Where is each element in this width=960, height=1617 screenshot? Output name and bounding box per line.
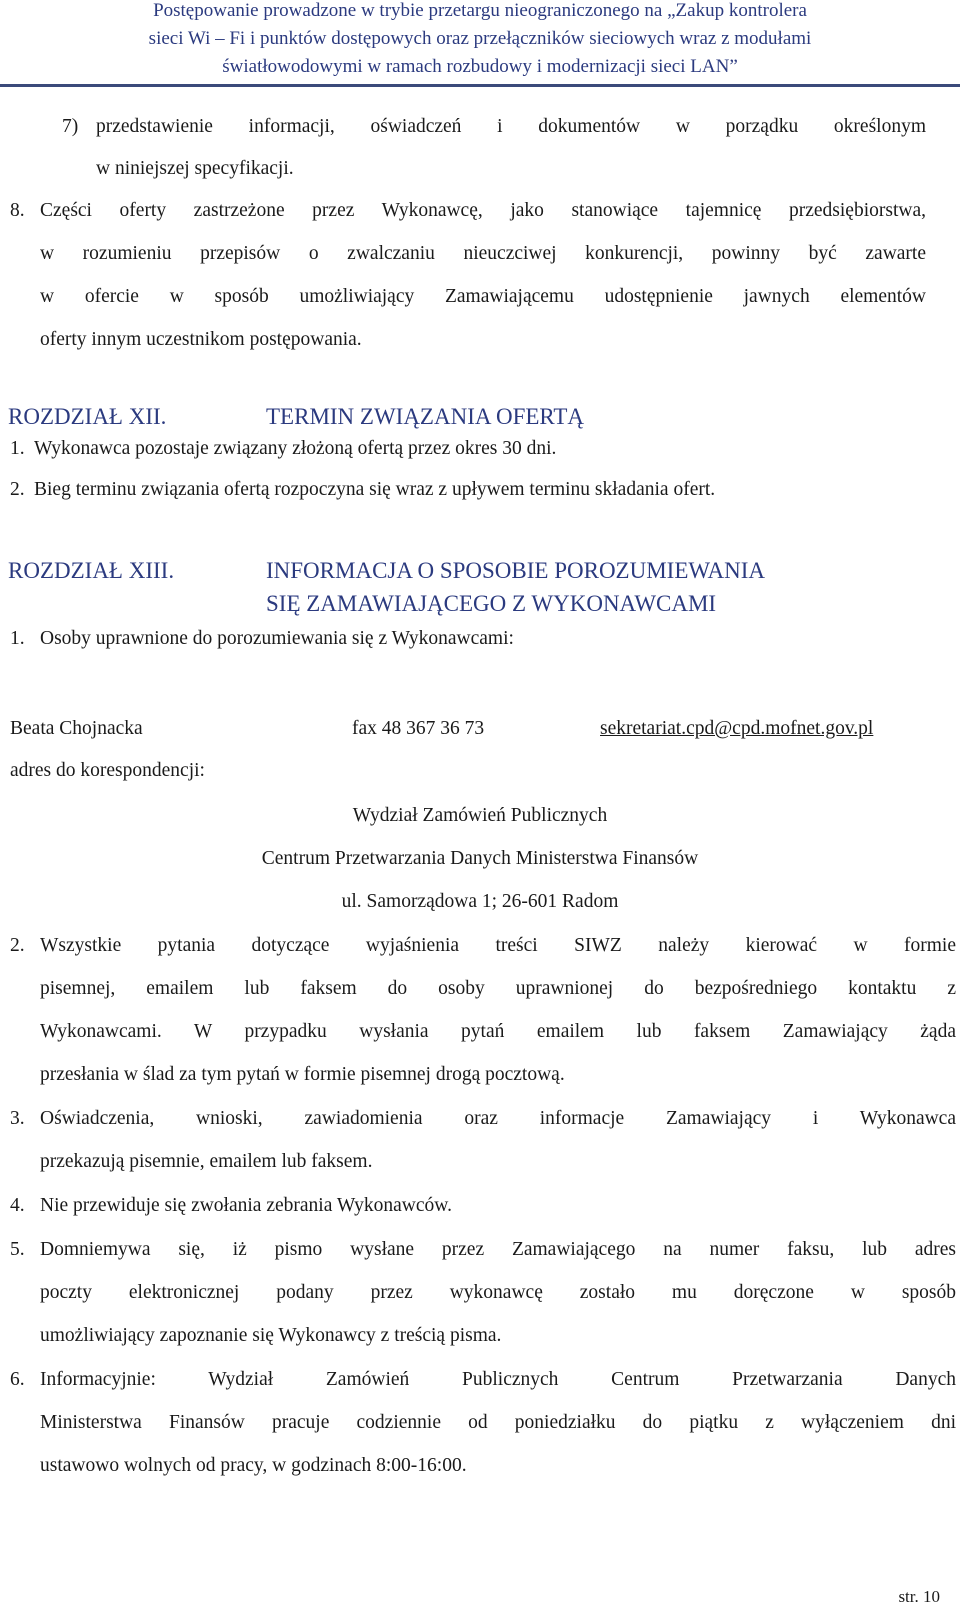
contact-fax: fax 48 367 36 73	[352, 718, 485, 739]
page-number: str. 10	[898, 1587, 940, 1606]
item-7-line-1: przedstawienie informacji, oświadczeń i dokumentów w porządku określonym	[96, 116, 926, 137]
document-header	[0, 0, 960, 87]
item-8-line-3: w ofercie w sposób umożliwiający Zamawiającemu udostępnienie jawnych elementów	[40, 286, 926, 307]
chapter-13-item-6-number: 6.	[10, 1369, 25, 1390]
chapter-13-item-2-line-3: Wykonawcami. W przypadku wysłania pytań emailem lub faksem Zamawiający żąda	[40, 1021, 956, 1042]
chapter-12-item-2-text: Bieg terminu związania ofertą rozpoczyna się wraz z upływem terminu składania ofert.	[34, 479, 716, 500]
chapter-13-item-5-number: 5.	[10, 1239, 25, 1260]
chapter-13-item-4-number: 4.	[10, 1195, 25, 1216]
chapter-13-title-line-1: INFORMACJA O SPOSOBIE POROZUMIEWANIA	[266, 558, 766, 583]
item-8-line-2: w rozumieniu przepisów o zwalczaniu nieuczciwej konkurencji, powinny być zawarte	[40, 243, 926, 264]
item-7-line-2: w niniejszej specyfikacji.	[96, 158, 294, 179]
chapter-13-item-5-line-2: poczty elektronicznej podany przez wykonawcę zostało mu doręczone w sposób	[40, 1282, 956, 1303]
chapter-13-item-5-line-1: Domniemywa się, iż pismo wysłane przez Zamawiającego na numer faksu, lub adres	[40, 1239, 956, 1260]
header-line-1: Postępowanie prowadzone w trybie przetargu nieograniczonego na „Zakup kontrolera	[153, 0, 807, 21]
contact-name: Beata Chojnacka	[10, 718, 143, 739]
chapter-12-label: ROZDZIAŁ XII.	[8, 404, 167, 429]
chapter-12-item-1-number: 1.	[10, 438, 25, 459]
contact-email-link[interactable]: sekretariat.cpd@cpd.mofnet.gov.pl	[600, 718, 874, 739]
chapter-13-item-2-line-2: pisemnej, emailem lub faksem do osoby uprawnionej do bezpośredniego kontaktu z	[40, 978, 956, 999]
chapter-13-item-1-number: 1.	[10, 628, 25, 649]
chapter-12-item-2-number: 2.	[10, 479, 25, 500]
chapter-13-item-3-number: 3.	[10, 1108, 25, 1129]
item-8-line-1: Części oferty zastrzeżone przez Wykonawcę, jako stanowiące tajemnicę przedsiębiorstwa,	[40, 200, 926, 221]
header-line-2: sieci Wi – Fi i punktów dostępowych oraz przełączników sieciowych wraz z modułami	[148, 28, 812, 49]
header-line-3: światłowodowymi w ramach rozbudowy i modernizacji sieci LAN”	[222, 56, 738, 77]
address-label: adres do korespondencji:	[10, 760, 205, 781]
item-8-line-4: oferty innym uczestnikom postępowania.	[40, 329, 362, 350]
chapter-13-item-2-number: 2.	[10, 935, 25, 956]
chapter-13-item-1-text: Osoby uprawnione do porozumiewania się z Wykonawcami:	[40, 628, 514, 649]
chapter-13-item-4-line-1: Nie przewiduje się zwołania zebrania Wykonawców.	[40, 1195, 452, 1216]
chapter-13-label: ROZDZIAŁ XIII.	[8, 558, 175, 583]
chapter-13-item-6-line-2: Ministerstwa Finansów pracuje codziennie od poniedziałku do piątku z wyłączeniem dni	[40, 1412, 956, 1433]
item-7-number: 7)	[62, 116, 79, 137]
chapter-13-item-6-line-3: ustawowo wolnych od pracy, w godzinach 8:00-16:00.	[40, 1455, 467, 1476]
chapter-13-item-6-line-1: Informacyjnie: Wydział Zamówień Publicznych Centrum Przetwarzania Danych	[40, 1369, 956, 1390]
chapter-13-item-2-line-4: przesłania w ślad za tym pytań w formie pisemnej drogą pocztową.	[40, 1064, 565, 1085]
chapter-13-title-line-2: SIĘ ZAMAWIAJĄCEGO Z WYKONAWCAMI	[266, 591, 717, 616]
chapter-13-item-5-line-3: umożliwiający zapoznanie się Wykonawcy z treścią pisma.	[40, 1325, 502, 1346]
address-line-1: Wydział Zamówień Publicznych	[352, 805, 608, 826]
address-line-2: Centrum Przetwarzania Danych Ministerstwa Finansów	[261, 848, 699, 869]
chapter-13-item-3-line-2: przekazują pisemnie, emailem lub faksem.	[40, 1151, 373, 1172]
address-line-3: ul. Samorządowa 1; 26-601 Radom	[341, 891, 619, 912]
chapter-13-item-2-line-1: Wszystkie pytania dotyczące wyjaśnienia treści SIWZ należy kierować w formie	[40, 935, 956, 956]
item-8-number: 8.	[10, 200, 25, 221]
chapter-12-title: TERMIN ZWIĄZANIA OFERTĄ	[266, 404, 585, 429]
chapter-12-item-1-text: Wykonawca pozostaje związany złożoną ofertą przez okres 30 dni.	[34, 438, 557, 459]
chapter-13-item-3-line-1: Oświadczenia, wnioski, zawiadomienia oraz informacje Zamawiający i Wykonawca	[40, 1108, 956, 1129]
